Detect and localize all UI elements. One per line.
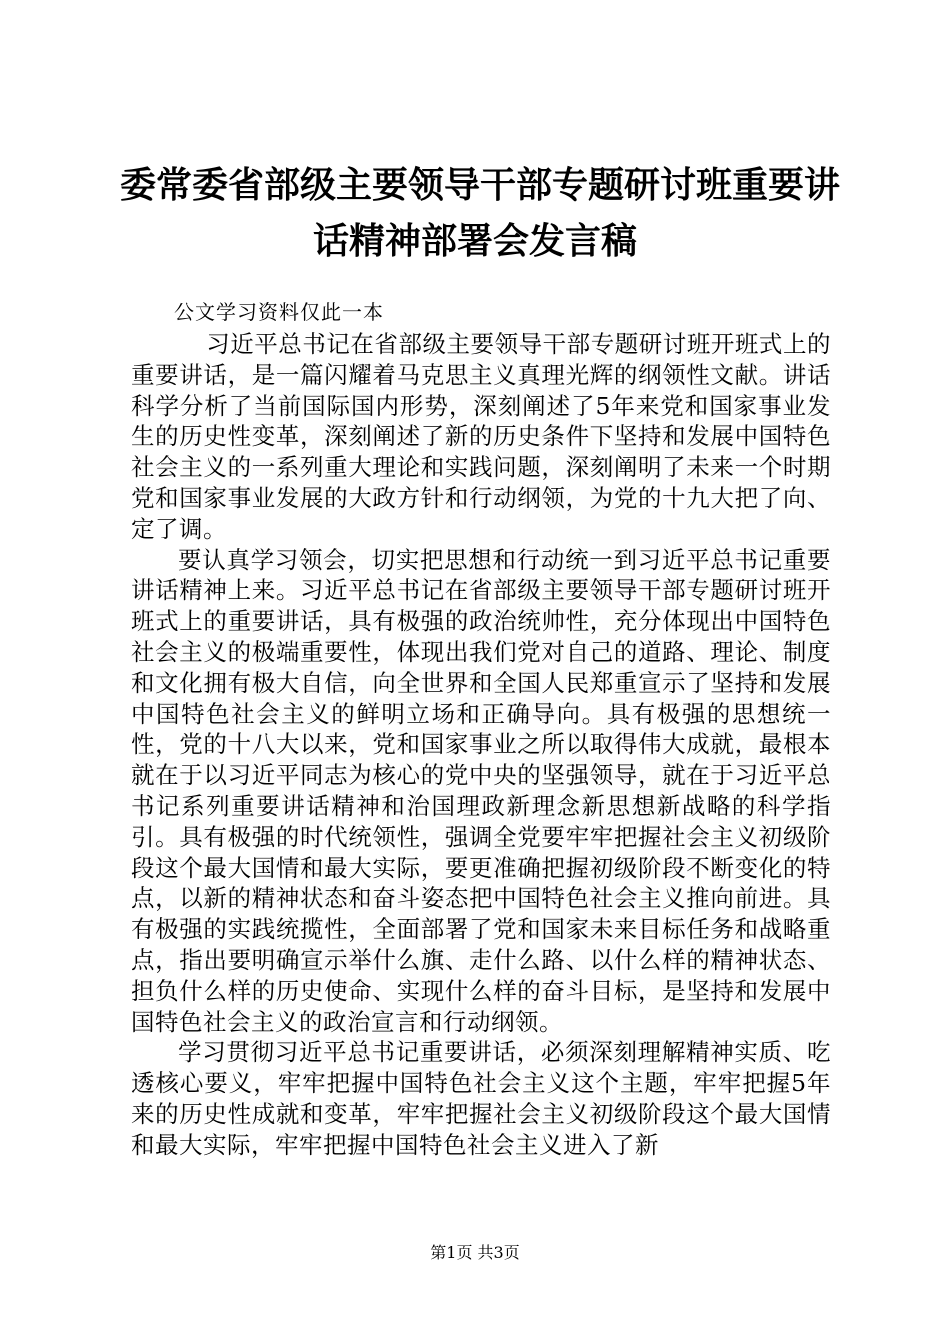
- paragraph-2: 要认真学习领会，切实把思想和行动统一到习近平总书记重要讲话精神上来。习近平总书记在省部级主要领导干部专题研讨班开班式上的重要讲话，具有极强的政治统帅性，充分体现出中国特色社会主义的极端重要性，体现出我们党对自己的道路、理论、制度和文化拥有极大自信，向全世界和全国人民郑重宣示了坚持和发展中国特色社会主义的鲜明立场和正确导向。具有极强的思想统一性，党的十八大以来，党和国家事业之所以取得伟大成就，最根本就在于以习近平同志为核心的党中央的坚强领导，就在于习近平总书记系列重要讲话精神和治国理政新理念新思想新战略的科学指引。具有极强的时代统领性，强调全党要牢牢把握社会主义初级阶段这个最大国情和最大实际，要更准确把握初级阶段不断变化的特点，以新的精神状态和奋斗姿态把中国特色社会主义推向前进。具有极强的实践统揽性，全面部署了党和国家未来目标任务和战略重点，指出要明确宣示举什么旗、走什么路、以什么样的精神状态、担负什么样的历史使命、实现什么样的奋斗目标，是坚持和发展中国特色社会主义的政治宣言和行动纲领。: [131, 545, 831, 1036]
- page-number-footer: 第1页 共3页: [430, 1243, 520, 1262]
- document-body: [131, 329, 831, 1161]
- document-subtitle: 公文学习资料仅此一本: [174, 300, 384, 324]
- document-title-line-2: 话精神部署会发言稿: [312, 221, 637, 262]
- document-title-line-1: 委常委省部级主要领导干部专题研讨班重要讲: [120, 165, 841, 206]
- paragraph-1: 习近平总书记在省部级主要领导干部专题研讨班开班式上的重要讲话，是一篇闪耀着马克思主义真理光辉的纲领性文献。讲话科学分析了当前国际国内形势，深刻阐述了5年来党和国家事业发生的历史性变革，深刻阐述了新的历史条件下坚持和发展中国特色社会主义的一系列重大理论和实践问题，深刻阐明了未来一个时期党和国家事业发展的大政方针和行动纲领，为党的十九大把了向、定了调。: [131, 330, 831, 543]
- paragraph-3: 学习贯彻习近平总书记重要讲话，必须深刻理解精神实质、吃透核心要义，牢牢把握中国特色社会主义这个主题，牢牢把握5年来的历史性成就和变革，牢牢把握社会主义初级阶段这个最大国情和最大实际，牢牢把握中国特色社会主义进入了新: [131, 1038, 831, 1159]
